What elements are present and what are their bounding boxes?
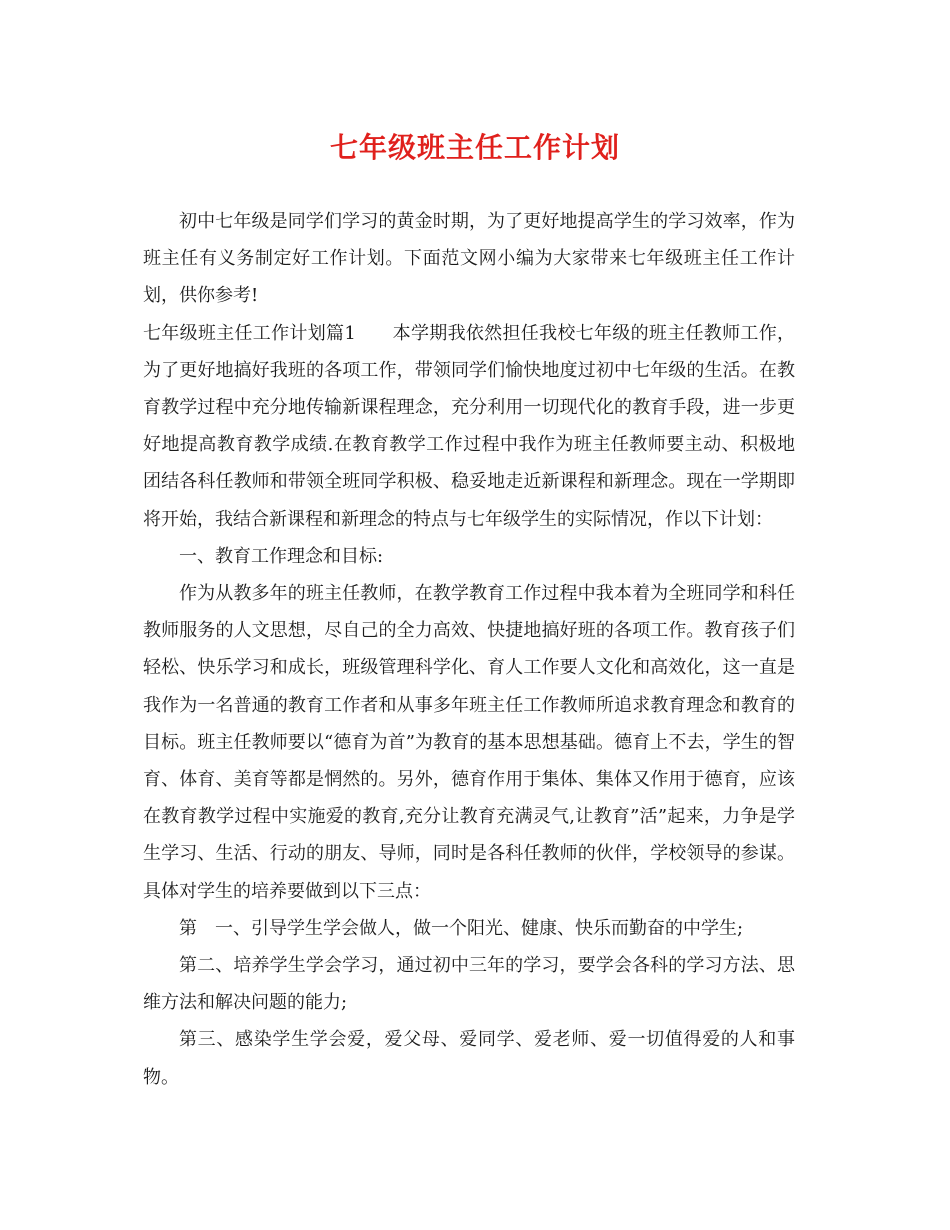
heading-education-philosophy: 一、教育工作理念和目标: <box>179 545 384 567</box>
document-title: 七年级班主任工作计划 <box>329 131 620 164</box>
goal-item-3: 第三、感染学生学会爱，爱父母、爱同学、爱老师、爱一切值得爱的人和事物。 <box>143 1029 795 1088</box>
goal-item-1: 第 一、引导学生学会做人，做一个阳光、健康、快乐而勤奋的中学生; <box>179 917 744 939</box>
document-body <box>143 203 795 1096</box>
intro-paragraph: 初中七年级是同学们学习的黄金时期，为了更好地提高学生的学习效率，作为班主任有义务制定好工作计划。下面范文网小编为大家带来七年级班主任工作计划，供你参考! <box>143 211 795 307</box>
section-paragraph-plan-1: 七年级班主任工作计划篇1 本学期我依然担任我校七年级的班主任教师工作，为了更好地搞好我班的各项工作，带领同学们愉快地度过初中七年级的生活。在教育教学过程中充分地传输新课程理念，充分利用一切现代化的教育手段，进一步更好地提高教育教学成绩.在教育教学工作过程中我作为班主任教师要主动、积极地团结各科任教师和带领全班同学积极、稳妥地走近新课程和新理念。现在一学期即将开始，我结合新课程和新理念的特点与七年级学生的实际情况，作以下计划： <box>143 322 795 530</box>
goal-item-2: 第二、培养学生学会学习，通过初中三年的学习，要学会各科的学习方法、思维方法和解决问题的能力; <box>143 955 795 1014</box>
philosophy-paragraph: 作为从教多年的班主任教师，在教学教育工作过程中我本着为全班同学和科任教师服务的人文思想，尽自己的全力高效、快捷地搞好班的各项工作。教育孩子们轻松、快乐学习和成长，班级管理科学化、育人工作要人文化和高效化，这一直是我作为一名普通的教育工作者和从事多年班主任工作教师所追求教育理念和教育的目标。班主任教师要以“德育为首”为教育的基本思想基础。德育上不去，学生的智育、体育、美育等都是惘然的。另外，德育作用于集体、集体又作用于德育，应该在教育教学过程中实施爱的教育,充分让教育充满灵气,让教育”活”起来，力争是学生学习、生活、行动的朋友、导师，同时是各科任教师的伙伴，学校领导的参谋。具体对学生的培养要做到以下三点： <box>143 583 795 902</box>
